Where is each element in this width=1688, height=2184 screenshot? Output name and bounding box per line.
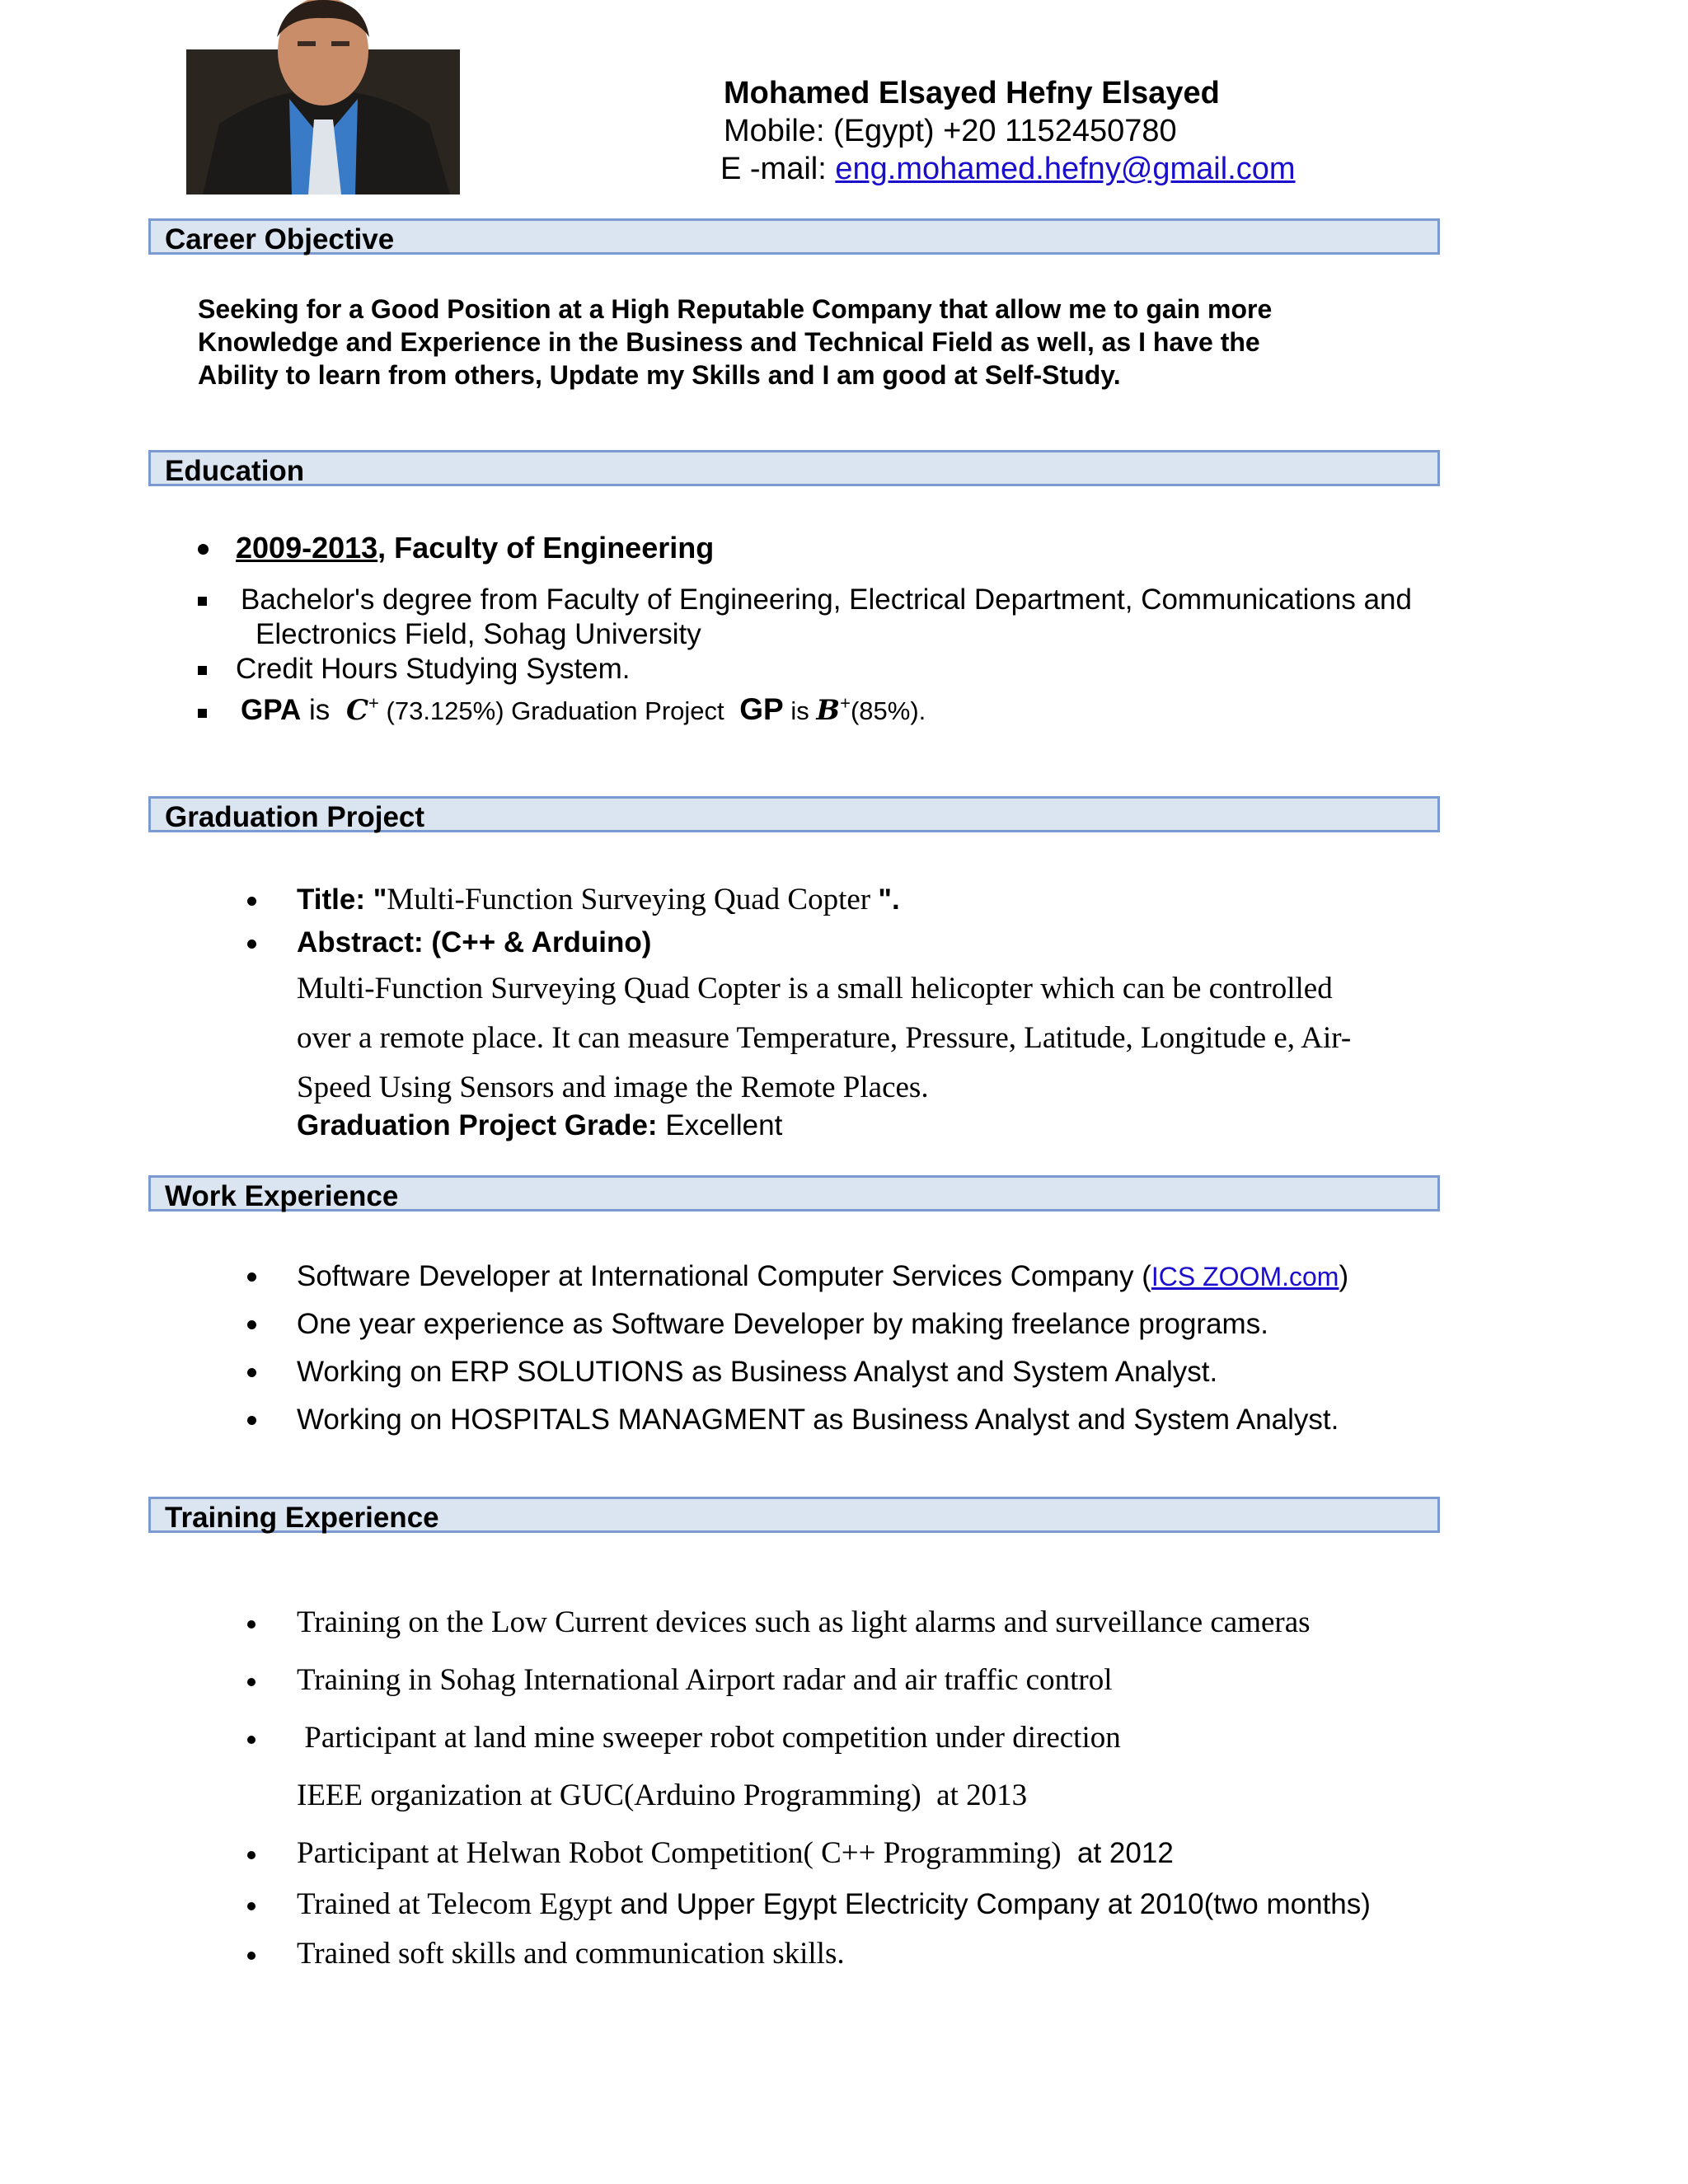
section-title: Education (165, 455, 305, 487)
list-item: Trained at Telecom Egypt and Upper Egypt Electricity Company at 2010(two months) (247, 1876, 1371, 1933)
square-bullet-icon (198, 666, 207, 675)
section-title: Graduation Project (165, 801, 425, 833)
project-title: Title: "Multi-Function Surveying Quad Copter ". (247, 882, 900, 917)
section-work-experience (148, 1175, 1440, 1212)
section-title: Training Experience (165, 1502, 439, 1534)
list-item-continued: IEEE organization at GUC(Arduino Programming) at 2013 (297, 1779, 1028, 1812)
bullet-icon (247, 1736, 256, 1744)
bullet-icon (247, 1320, 256, 1329)
bullet-icon (247, 1952, 256, 1960)
square-bullet-icon (198, 709, 207, 718)
bullet-icon (247, 1851, 256, 1859)
list-item: Software Developer at International Computer Services Company (ICS ZOOM.com) (247, 1253, 1348, 1301)
section-graduation-project (148, 796, 1440, 832)
education-degree-continued: Electronics Field, Sohag University (256, 618, 701, 650)
project-grade: Graduation Project Grade: Excellent (297, 1109, 783, 1141)
email-line (720, 152, 1296, 187)
ics-zoom-link[interactable]: ICS ZOOM.com (1151, 1262, 1339, 1291)
section-training-experience (148, 1497, 1440, 1533)
work-experience-list (247, 1253, 1348, 1444)
bullet-icon (247, 1416, 256, 1425)
mobile-number: Mobile: (Egypt) +20 1152450780 (724, 114, 1177, 148)
list-item: Working on ERP SOLUTIONS as Business Analyst and System Analyst. (247, 1348, 1348, 1396)
section-career-objective (148, 218, 1440, 255)
list-item: Participant at Helwan Robot Competition( C++ Programming) at 2012 (247, 1825, 1371, 1882)
profile-photo (186, 0, 460, 194)
candidate-name: Mohamed Elsayed Hefny Elsayed (724, 76, 1220, 110)
bullet-icon (247, 1272, 256, 1282)
education-gpa: GPA is C+ (73.125%) Graduation Project GP is B+(85%). (198, 692, 926, 727)
list-item: Training in Sohag International Airport radar and air traffic control (247, 1652, 1371, 1709)
list-item: Participant at land mine sweeper robot competition under direction (247, 1709, 1371, 1767)
bullet-icon (247, 1368, 256, 1377)
square-bullet-icon (198, 597, 207, 606)
bullet-icon (247, 1620, 256, 1629)
list-item: Training on the Low Current devices such as light alarms and surveillance cameras (247, 1594, 1371, 1652)
list-item: One year experience as Software Developer by making freelance programs. (247, 1301, 1348, 1348)
bullet-icon (247, 897, 256, 906)
bullet-icon (247, 1678, 256, 1686)
list-item: Working on HOSPITALS MANAGMENT as Business Analyst and System Analyst. (247, 1396, 1348, 1444)
education-entry: 2009-2013, Faculty of Engineering (198, 531, 714, 565)
section-title: Work Experience (165, 1180, 399, 1212)
project-abstract-text: Multi-Function Surveying Quad Copter is a small helicopter which can be controlled over a remote place. It can measure Temperature, Pressure, Latitude, Longitude e, Air- Speed Using Sensors and image the Remote Places. (297, 972, 1352, 1104)
email-label: E -mail: (720, 152, 836, 186)
career-objective-text: Seeking for a Good Position at a High Reputable Company that allow me to gain more Knowledge and Experience in the Business and Technical Field as well, as I have the Ability to learn from others, Update my Skills and I am good at Self-Study. (198, 294, 1273, 390)
project-abstract-label: Abstract: (C++ & Arduino) (247, 926, 651, 959)
bullet-icon (247, 1902, 256, 1910)
bullet-icon (247, 940, 256, 949)
bullet-icon (198, 544, 209, 555)
section-education (148, 450, 1440, 486)
education-credit: Credit Hours Studying System. (198, 653, 631, 686)
education-degree: Bachelor's degree from Faculty of Engineering, Electrical Department, Communications and (198, 583, 1412, 616)
section-title: Career Objective (165, 223, 395, 255)
list-item: Trained soft skills and communication skills. (247, 1925, 1371, 1983)
training-experience-list (247, 1594, 1371, 1983)
email-link[interactable]: eng.mohamed.hefny@gmail.com (835, 152, 1296, 186)
